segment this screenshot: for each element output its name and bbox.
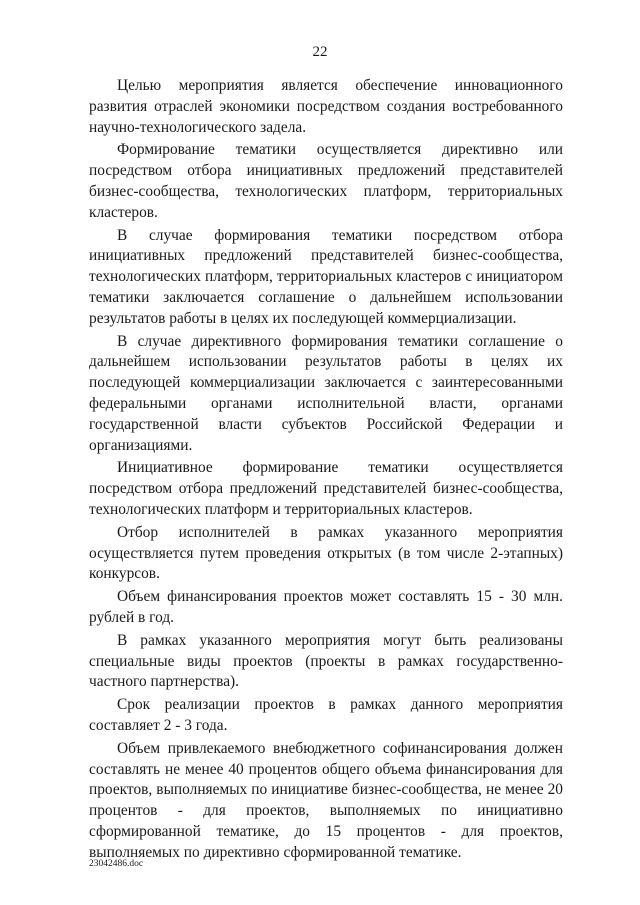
paragraph-initiative-formation: Инициативное формирование тематики осуществляется посредством отбора предложений представителей бизнес-сообщества, технологических платформ и территориальных кластеров. (89, 459, 563, 518)
footer-filename: 23042486.doc (89, 859, 144, 869)
paragraph-project-duration: Срок реализации проектов в рамках данного мероприятия составляет 2 - 3 года. (89, 696, 563, 734)
paragraph-topic-formation: Формирование тематики осуществляется директивно или посредством отбора инициативных предложений представителей бизнес-сообщества, технологических платформ, территориальных кластеров. (89, 141, 563, 221)
document-body (89, 76, 563, 863)
paragraph-directive-agreement: В случае директивного формирования тематики соглашение о дальнейшем использовании результатов работы в целях их последующей коммерциализации заключается с заинтересованными федеральными органами исполнительной власти, органами государственной власти субъектов Российской Федерации и организациями. (89, 332, 563, 454)
paragraph-cofinancing: Объем привлекаемого внебюджетного софинансирования должен составлять не менее 40 процентов общего объема финансирования для проектов, выполняемых по инициативе бизнес-сообщества, не менее 20 процентов - для проектов, выполняемых по инициативно сформированной тематике, до 15 процентов - для проектов, выполняемых по директивно сформированной тематике. (89, 739, 563, 861)
paragraph-initiative-agreement: В случае формирования тематики посредством отбора инициативных предложений представителей бизнес-сообщества, технологических платформ, территориальных кластеров с инициатором тематики заключается соглашение о дальнейшем использовании результатов работы в целях их последующей коммерциализации. (89, 226, 563, 327)
paragraph-special-projects: В рамках указанного мероприятия могут быть реализованы специальные виды проектов (проекты в рамках государственно-частного партнерства). (89, 631, 563, 691)
paragraph-funding-volume: Объем финансирования проектов может составлять 15 - 30 млн. рублей в год. (89, 588, 563, 626)
page-number: 22 (312, 44, 328, 60)
paragraph-goal: Целью мероприятия является обеспечение инновационного развития отраслей экономики посредством создания востребованного научно-технологического задела. (89, 77, 563, 136)
paragraph-contractor-selection: Отбор исполнителей в рамках указанного мероприятия осуществляется путем проведения открытых (в том числе 2-этапных) конкурсов. (89, 523, 563, 583)
